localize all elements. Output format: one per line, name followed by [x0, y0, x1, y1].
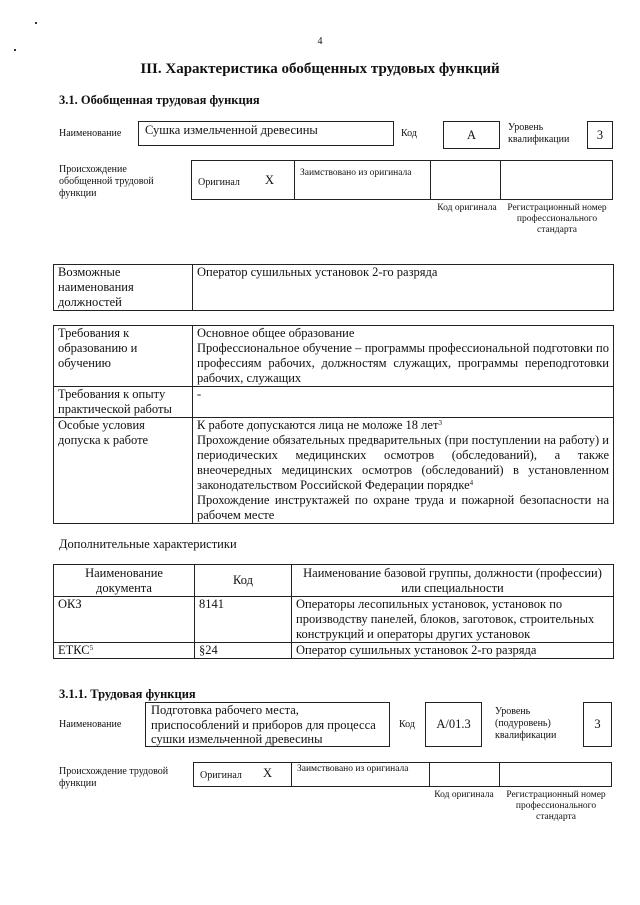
page-number: 4	[317, 36, 323, 47]
admission-line: Прохождение обязательных предварительных (при поступлении на работу) и периодических медицинских осмотров (обследований), а также внеочередных медицинских осмотров (обследований) в установленном законодательством Российской Федерации порядке$^4$	[197, 433, 609, 492]
original-mark: X	[263, 766, 273, 780]
admission-line: К работе допускаются лица не моложе 18 лет$^3$	[197, 418, 442, 432]
admission-line: Прохождение инструктажей по охране труда и пожарной безопасности на рабочем месте	[197, 493, 609, 522]
row-name: Операторы лесопильных установок, установок по производству панелей, блоков, заготовок, строительных конструкций и операторы других установок	[292, 597, 614, 643]
origin-table	[193, 762, 612, 787]
code-original-cell	[430, 763, 500, 786]
scan-mark	[14, 49, 16, 51]
level-label: Уровень (подуровень) квалификации	[495, 706, 557, 741]
row-code: §24	[195, 643, 292, 659]
header-code: Код	[195, 565, 292, 597]
code-label: Код	[399, 719, 415, 730]
positions-table	[53, 264, 614, 311]
admission-value	[193, 418, 614, 524]
education-line: Профессиональное обучение – программы профессиональной подготовки по профессиям рабочих, должностям служащих, программы переподготовки рабочих, служащих	[197, 341, 609, 385]
original-mark: X	[265, 173, 275, 187]
code-original-caption: Код оригинала	[434, 790, 494, 800]
positions-value: Оператор сушильных установок 2-го разряда	[193, 265, 614, 311]
admission-label: Особые условия допуска к работе	[54, 418, 193, 524]
requirements-table	[53, 325, 614, 524]
experience-label: Требования к опыту практической работы	[54, 387, 193, 418]
row-name: Оператор сушильных установок 2-го разряда	[292, 643, 614, 659]
reg-number-caption: Регистрационный номер профессионального стандарта	[507, 203, 607, 235]
education-value	[193, 326, 614, 387]
reg-number-cell	[500, 763, 611, 786]
code-field: А/01.3	[425, 702, 482, 747]
reg-number-caption: Регистрационный номер профессионального стандарта	[506, 790, 606, 822]
footnote-ref: 5	[89, 644, 94, 652]
level-field: 3	[587, 121, 613, 149]
origin-label: Происхождение обобщенной трудовой функции	[59, 164, 154, 199]
row-document: ЕТКС$^5$	[54, 643, 195, 659]
name-label: Наименование	[59, 719, 122, 730]
education-line: Основное общее образование	[197, 326, 355, 340]
header-name: Наименование базовой группы, должности (профессии) или специальности	[292, 565, 614, 597]
row-code: 8141	[195, 597, 292, 643]
name-label: Наименование	[59, 128, 122, 139]
code-original-cell	[431, 161, 501, 199]
additional-heading: Дополнительные характеристики	[59, 537, 237, 551]
origin-label: Происхождение трудовой функции	[59, 766, 169, 789]
scan-mark	[35, 22, 37, 24]
function-name-field: Сушка измельченной древесины	[138, 121, 394, 146]
level-label: Уровень квалификации	[508, 122, 570, 145]
education-label: Требования к образованию и обучению	[54, 326, 193, 387]
table-row	[54, 597, 614, 643]
borrowed-cell: Заимствовано из оригинала	[295, 161, 431, 199]
code-original-caption: Код оригинала	[437, 203, 497, 213]
footnote-ref: 3	[438, 419, 442, 427]
borrowed-cell: Заимствовано из оригинала	[292, 763, 430, 786]
row-document: ОКЗ	[54, 597, 195, 643]
origin-table	[191, 160, 613, 200]
header-document: Наименование документа	[54, 565, 195, 597]
original-cell	[194, 763, 292, 786]
original-label: Оригинал	[200, 770, 242, 781]
page-title: III. Характеристика обобщенных трудовых функций	[140, 61, 500, 77]
function-name-field: Подготовка рабочего места, приспособлений и приборов для процесса сушки измельченной древесины	[145, 702, 390, 747]
code-field: А	[443, 121, 500, 149]
section-heading: 3.1. Обобщенная трудовая функция	[59, 93, 260, 107]
experience-value: -	[193, 387, 614, 418]
subsection-heading: 3.1.1. Трудовая функция	[59, 687, 196, 701]
original-cell	[192, 161, 295, 199]
level-field: 3	[583, 702, 612, 747]
reg-number-cell	[501, 161, 612, 199]
additional-table	[53, 564, 614, 659]
table-row	[54, 643, 614, 659]
original-label: Оригинал	[198, 177, 240, 188]
footnote-ref: 4	[469, 479, 474, 487]
code-label: Код	[401, 128, 417, 139]
positions-label: Возможные наименования должностей	[54, 265, 193, 311]
